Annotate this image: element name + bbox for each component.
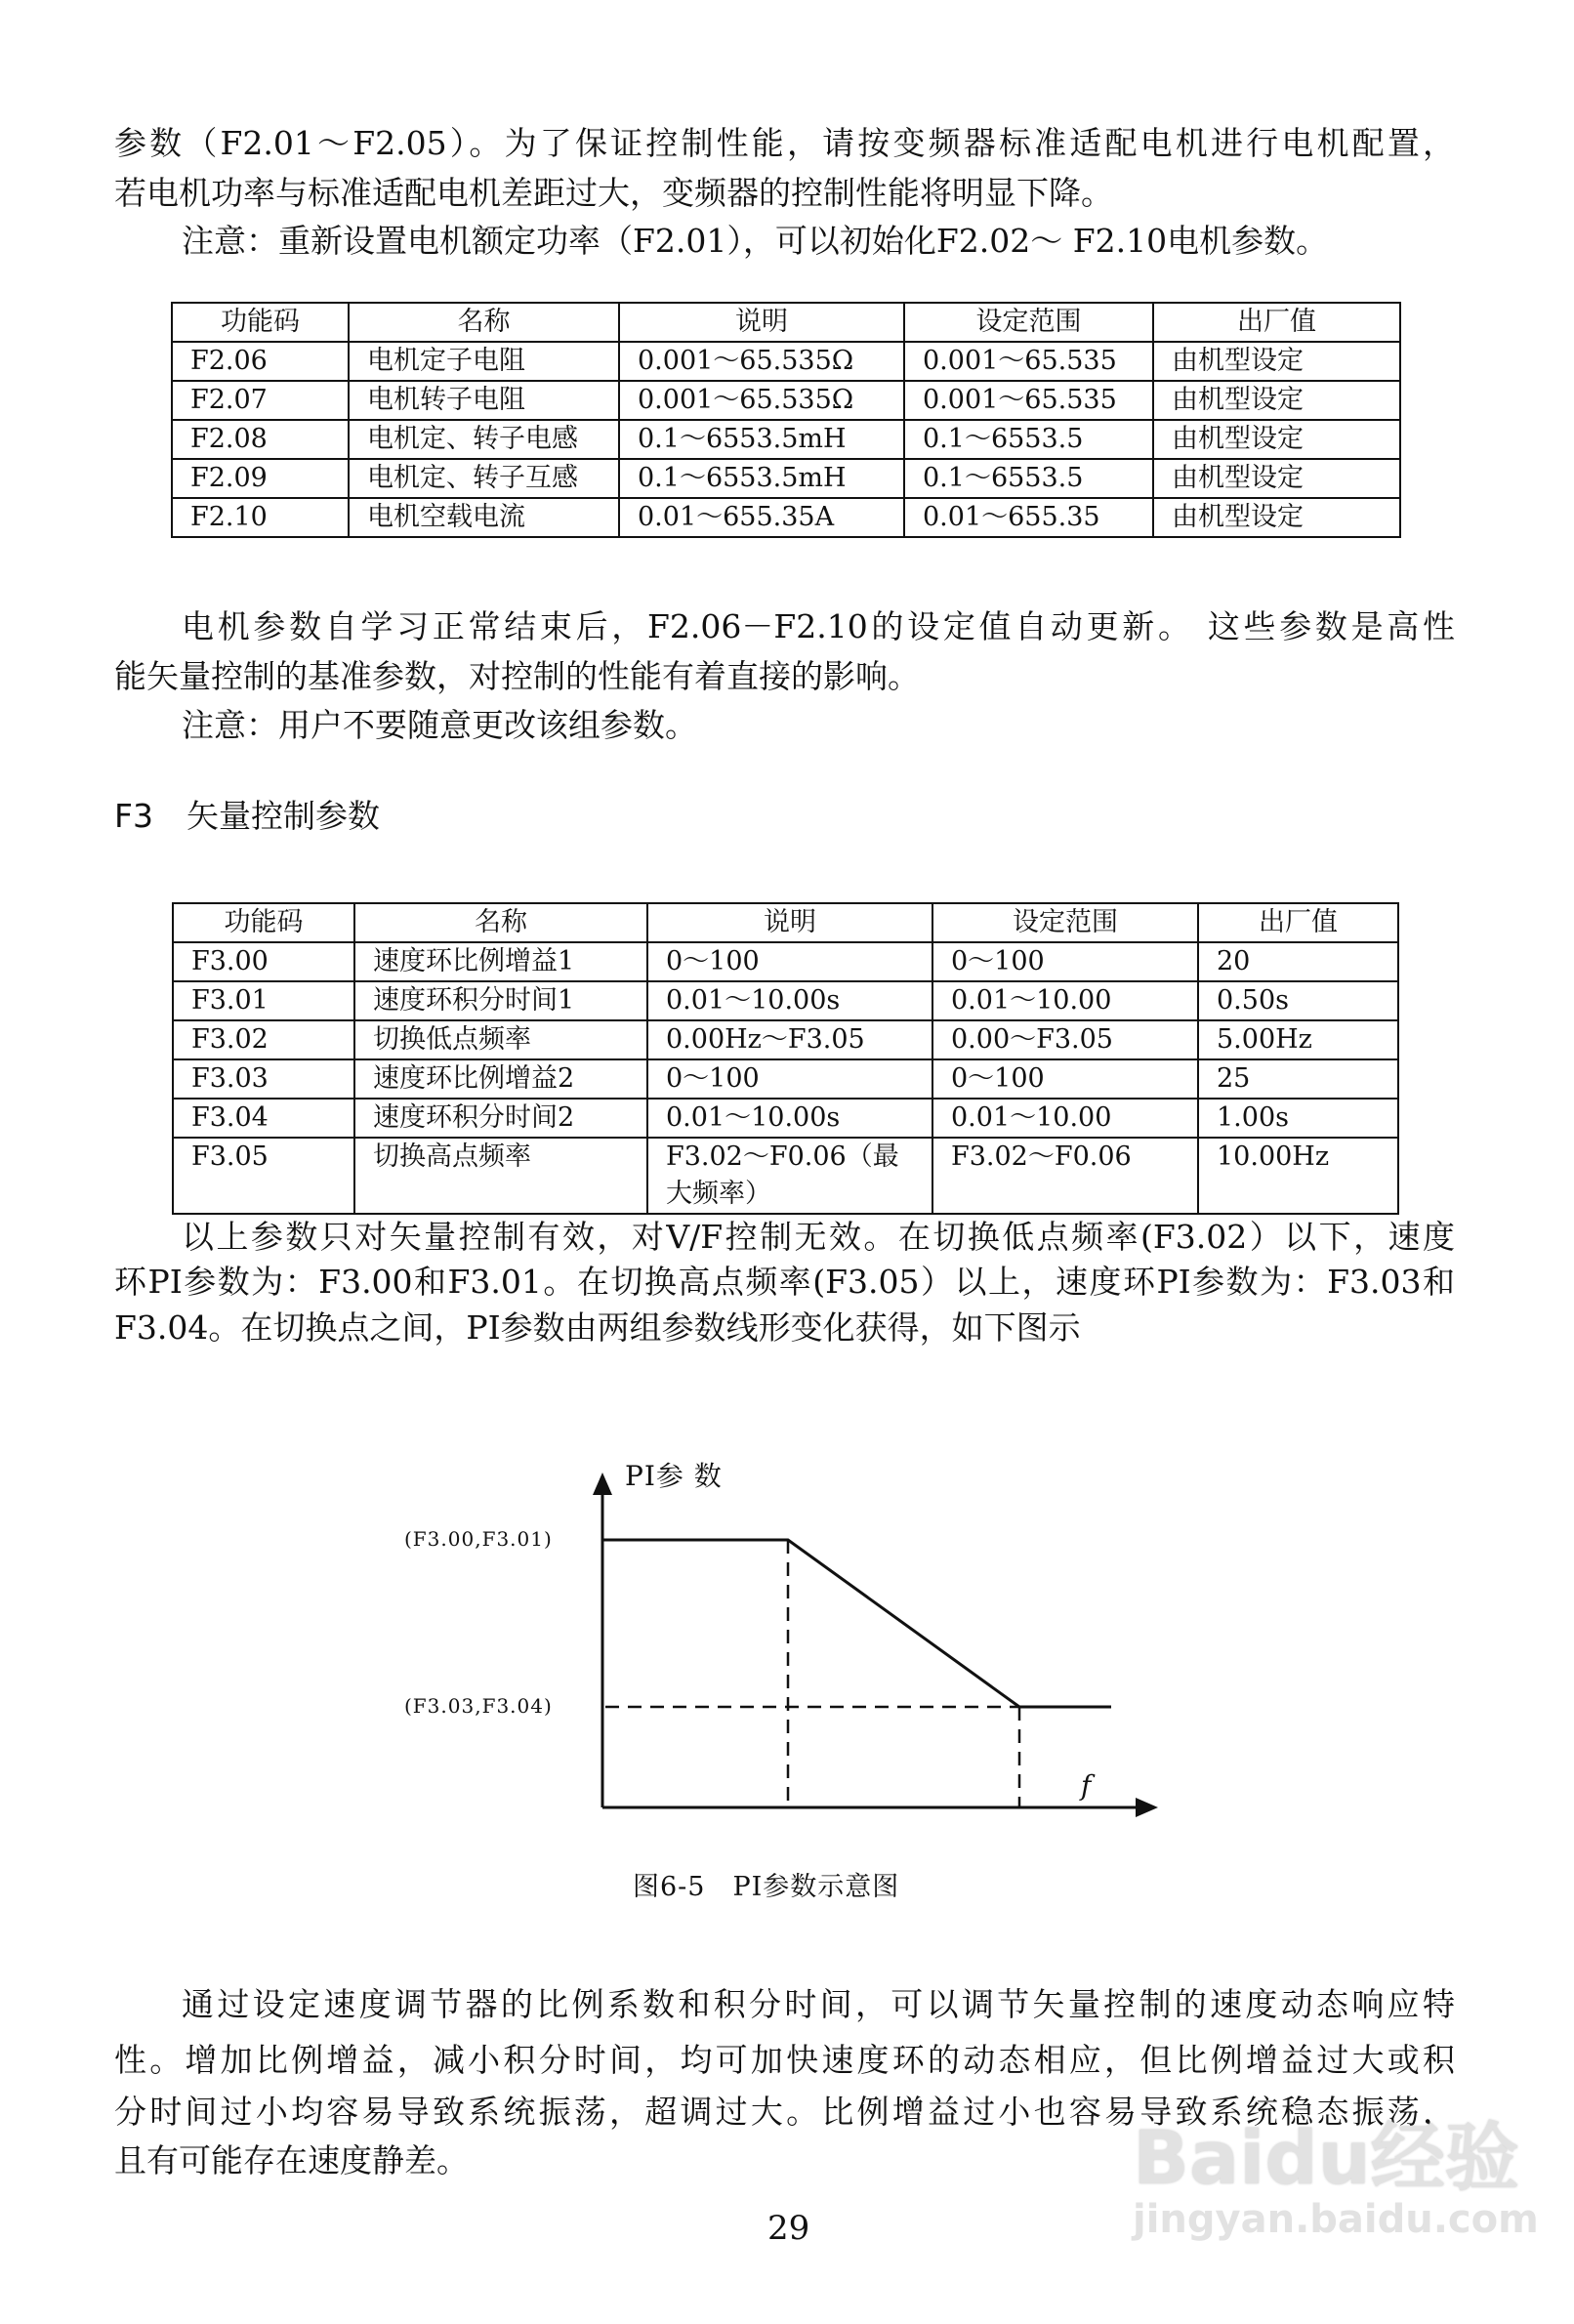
cell: 0.01～10.00: [932, 1099, 1198, 1138]
y-axis-arrow: [593, 1473, 612, 1495]
header-desc: 说明: [619, 303, 904, 342]
cell: 电机转子电阻: [349, 381, 619, 420]
paragraph1-line2: 若电机功率与标准适配电机差距过大，变频器的控制性能将明显下降。: [114, 174, 1113, 212]
cell: 0.01～655.35: [904, 498, 1153, 537]
cell: 电机空载电流: [349, 498, 619, 537]
cell: 0.01～10.00s: [647, 1099, 932, 1138]
cell: F2.10: [172, 498, 349, 537]
cell: 速度环比例增益1: [354, 942, 647, 981]
cell: F2.08: [172, 420, 349, 459]
cell: 5.00Hz: [1198, 1020, 1398, 1059]
cell: 0～100: [647, 942, 932, 981]
high-level-label: (F3.00,F3.01): [404, 1527, 553, 1551]
cell: 0.001～65.535: [904, 381, 1153, 420]
cell: F3.00: [173, 942, 354, 981]
header-code: 功能码: [172, 303, 349, 342]
paragraph2-line2: 能矢量控制的基准参数，对控制的性能有着直接的影响。: [114, 657, 920, 695]
x-axis-label: f: [1081, 1769, 1093, 1802]
cell: F2.07: [172, 381, 349, 420]
cell: 0.00～F3.05: [932, 1020, 1198, 1059]
paragraph4-line4: 且有可能存在速度静差。: [114, 2141, 469, 2179]
cell: 0.001～65.535Ω: [619, 381, 904, 420]
watermark-logo: Baidu经验: [1133, 2114, 1519, 2201]
cell: F2.06: [172, 342, 349, 381]
header-default: 出厂值: [1153, 303, 1400, 342]
cell: 由机型设定: [1153, 342, 1400, 381]
paragraph2-line1: 电机参数自学习正常结束后，F2.06－F2.10的设定值自动更新。 这些参数是高性: [182, 607, 1455, 645]
cell: 0.1～6553.5: [904, 420, 1153, 459]
cell: 0～100: [932, 942, 1198, 981]
cell: 1.00s: [1198, 1099, 1398, 1138]
paragraph2-note: 注意：用户不要随意更改该组参数。: [182, 706, 697, 744]
paragraph4-line2: 性。增加比例增益，减小积分时间，均可加快速度环的动态相应，但比例增益过大或积: [114, 2041, 1455, 2079]
paragraph1-note: 注意：重新设置电机额定功率（F2.01），可以初始化F2.02～ F2.10电机参数。: [182, 222, 1329, 260]
cell: 由机型设定: [1153, 498, 1400, 537]
x-axis-arrow: [1136, 1798, 1158, 1817]
low-level-label: (F3.03,F3.04): [404, 1694, 553, 1718]
cell: 电机定、转子互感: [349, 459, 619, 498]
pi-curve: [602, 1540, 1111, 1707]
section-title: 矢量控制参数: [186, 797, 380, 835]
watermark-url: jingyan.baidu.com: [1133, 2197, 1539, 2242]
cell: 0.001～65.535: [904, 342, 1153, 381]
cell: F3.01: [173, 981, 354, 1020]
cell: 0.1～6553.5mH: [619, 459, 904, 498]
header-range: 设定范围: [904, 303, 1153, 342]
cell: F3.02～F0.06（最大频率）: [647, 1138, 932, 1214]
cell: 0.001～65.535Ω: [619, 342, 904, 381]
cell: 10.00Hz: [1198, 1138, 1398, 1214]
cell: F3.02: [173, 1020, 354, 1059]
cell: 0～100: [647, 1059, 932, 1099]
header-name: 名称: [349, 303, 619, 342]
cell: 0.50s: [1198, 981, 1398, 1020]
paragraph3-line1: 以上参数只对矢量控制有效，对V/F控制无效。在切换低点频率(F3.02）以下，速度: [182, 1218, 1455, 1256]
page-number: 29: [767, 2209, 810, 2248]
header-range: 设定范围: [932, 903, 1198, 942]
paragraph4-line3: 分时间过小均容易导致系统振荡，超调过大。比例增益过小也容易导致系统稳态振荡，: [114, 2093, 1455, 2131]
cell: 速度环积分时间2: [354, 1099, 647, 1138]
cell: 20: [1198, 942, 1398, 981]
header-desc: 说明: [647, 903, 932, 942]
section-code: F3: [114, 797, 153, 835]
cell: 0.1～6553.5mH: [619, 420, 904, 459]
paragraph4-line1: 通过设定速度调节器的比例系数和积分时间，可以调节矢量控制的速度动态响应特: [182, 1985, 1455, 2023]
figure-caption: 图6-5 PI参数示意图: [633, 1872, 900, 1902]
cell: 0.1～6553.5: [904, 459, 1153, 498]
y-axis-label: PI参 数: [625, 1460, 723, 1492]
cell: 速度环积分时间1: [354, 981, 647, 1020]
cell: F2.09: [172, 459, 349, 498]
header-name: 名称: [354, 903, 647, 942]
header-code: 功能码: [173, 903, 354, 942]
cell: F3.03: [173, 1059, 354, 1099]
cell: F3.05: [173, 1138, 354, 1214]
cell: 0.01～10.00s: [647, 981, 932, 1020]
cell: 电机定、转子电感: [349, 420, 619, 459]
cell: 电机定子电阻: [349, 342, 619, 381]
header-default: 出厂值: [1198, 903, 1398, 942]
cell: F3.02～F0.06: [932, 1138, 1198, 1214]
cell: 由机型设定: [1153, 459, 1400, 498]
cell: 切换低点频率: [354, 1020, 647, 1059]
paragraph1-line1: 参数（F2.01～F2.05）。为了保证控制性能，请按变频器标准适配电机进行电机配置，: [114, 124, 1455, 162]
cell: 25: [1198, 1059, 1398, 1099]
cell: F3.04: [173, 1099, 354, 1138]
baidu-watermark: [1133, 2114, 1539, 2242]
cell: 0.01～655.35A: [619, 498, 904, 537]
cell: 由机型设定: [1153, 420, 1400, 459]
paragraph3-line2: 环PI参数为：F3.00和F3.01。在切换高点频率(F3.05）以上，速度环PI参数为：F3.03和: [114, 1263, 1455, 1301]
cell: 0～100: [932, 1059, 1198, 1099]
paragraph3-line3: F3.04。在切换点之间，PI参数由两组参数线形变化获得，如下图示: [114, 1308, 1081, 1347]
cell: 由机型设定: [1153, 381, 1400, 420]
cell: 0.01～10.00: [932, 981, 1198, 1020]
cell: 0.00Hz～F3.05: [647, 1020, 932, 1059]
cell: 速度环比例增益2: [354, 1059, 647, 1099]
cell: 切换高点频率: [354, 1138, 647, 1214]
